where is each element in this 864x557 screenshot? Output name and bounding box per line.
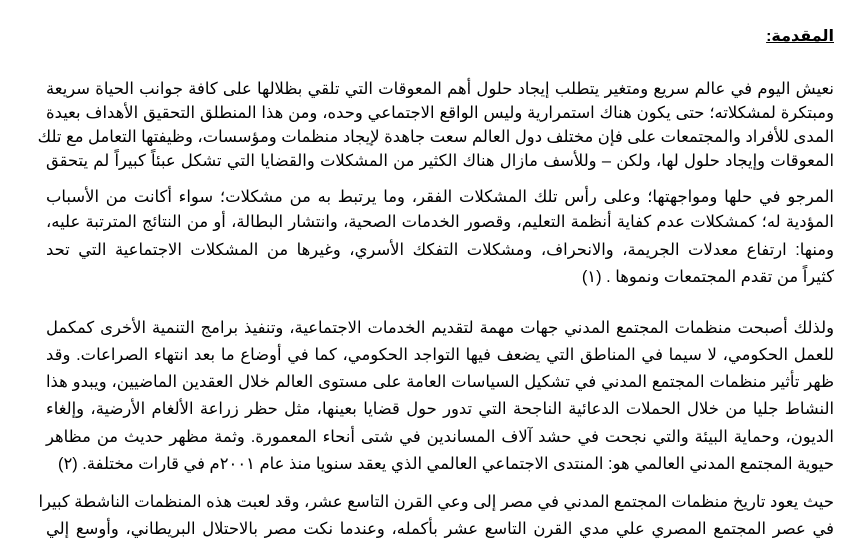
paragraph-1-line: كثيراً من تقدم المجتمعات ونموها . (١) xyxy=(581,268,834,286)
paragraph-2-line: حيوية المجتمع المدني العالمي هو: المنتدى الاجتماعي العالمي الذي يعقد سنويا منذ عام ٢٠٠١م في قارات مختلفة. (٢) xyxy=(58,455,834,473)
paragraph-1-line: المعوقات وإيجاد حلول لها، ولكن – وللأسف مازال هناك الكثير من المشكلات والقضايا التي تشكل عبئاً كبيراً لم يتحقق xyxy=(46,152,834,170)
paragraph-3-line: حيث يعود تاريخ منظمات المجتمع المدني في مصر إلى وعي القرن التاسع عشر، وقد لعبت هذه المنظمات الناشطة كبيرا xyxy=(38,493,834,511)
paragraph-2-line: النشاط جليا من خلال الحملات الدعائية الناجحة التي تدور حول قضايا بعينها، مثل حظر زراعة الألغام الأرضية، وإلغاء xyxy=(46,400,834,418)
section-heading: المقدمة: xyxy=(766,28,834,45)
paragraph-1-line: المرجو في حلها ومواجهتها؛ وعلى رأس تلك المشكلات الفقر، وما يرتبط به من مشكلات؛ سواء أكانت من الأسباب xyxy=(46,188,834,206)
paragraph-1-line: المدى للأفراد والمجتمعات على فإن مختلف دول العالم سعت جاهدة لإيجاد منظمات ومؤسسات، وظيفتها التعامل مع تلك xyxy=(37,128,834,146)
paragraph-1-line: نعيش اليوم في عالم سريع ومتغير يتطلب إيجاد حلول أهم المعوقات التي تلقي بظلالها على كافة جوانب الحياة سريعة xyxy=(46,80,834,98)
paragraph-2-line: للعمل الحكومي، لا سيما في المناطق التي يضعف فيها التواجد الحكومي، كما في أوضاع ما بعد انتهاء الصراعات. وقد xyxy=(46,346,834,364)
paragraph-2-line: ولذلك أصبحت منظمات المجتمع المدني جهات مهمة لتقديم الخدمات الاجتماعية، وتنفيذ برامج التنمية الأخرى كمكمل xyxy=(46,319,834,337)
paragraph-1-line: ومنها: ارتفاع معدلات الجريمة، والانحراف، ومشكلات التفكك الأسري، وغيرها من المشكلات الاجتماعية التي تحد xyxy=(46,241,834,259)
paragraph-1-line: ومبتكرة لمشكلاته؛ حتى يكون هناك استمرارية وليس الواقع الاجتماعي وحده، ومن هذا المنطلق التحقيق الأهداف بعيدة xyxy=(46,104,834,122)
paragraph-2-line: ظهر تأثير منظمات المجتمع المدني في تشكيل السياسات العامة على مستوى العالم خلال العقدين الماضيين، ويبدو هذا xyxy=(46,373,834,391)
paragraph-1-line: المؤدية له؛ كمشكلات عدم كفاية أنظمة التعليم، وقصور الخدمات الصحية، وانتشار البطالة، أو من النتائج المترتبة عليه، xyxy=(46,213,834,231)
paragraph-2-line: الديون، وحماية البيئة والتي نجحت في حشد آلاف المساندين في شتى أنحاء المعمورة. وثمة مظهر حديث من مظاهر xyxy=(46,428,834,446)
paragraph-3-line: في عصر المجتمع المصري علي مدي القرن التاسع عشر بأكمله، وعندما نكت مصر بالاحتلال البريطاني، وأوسع إلي xyxy=(46,520,834,538)
